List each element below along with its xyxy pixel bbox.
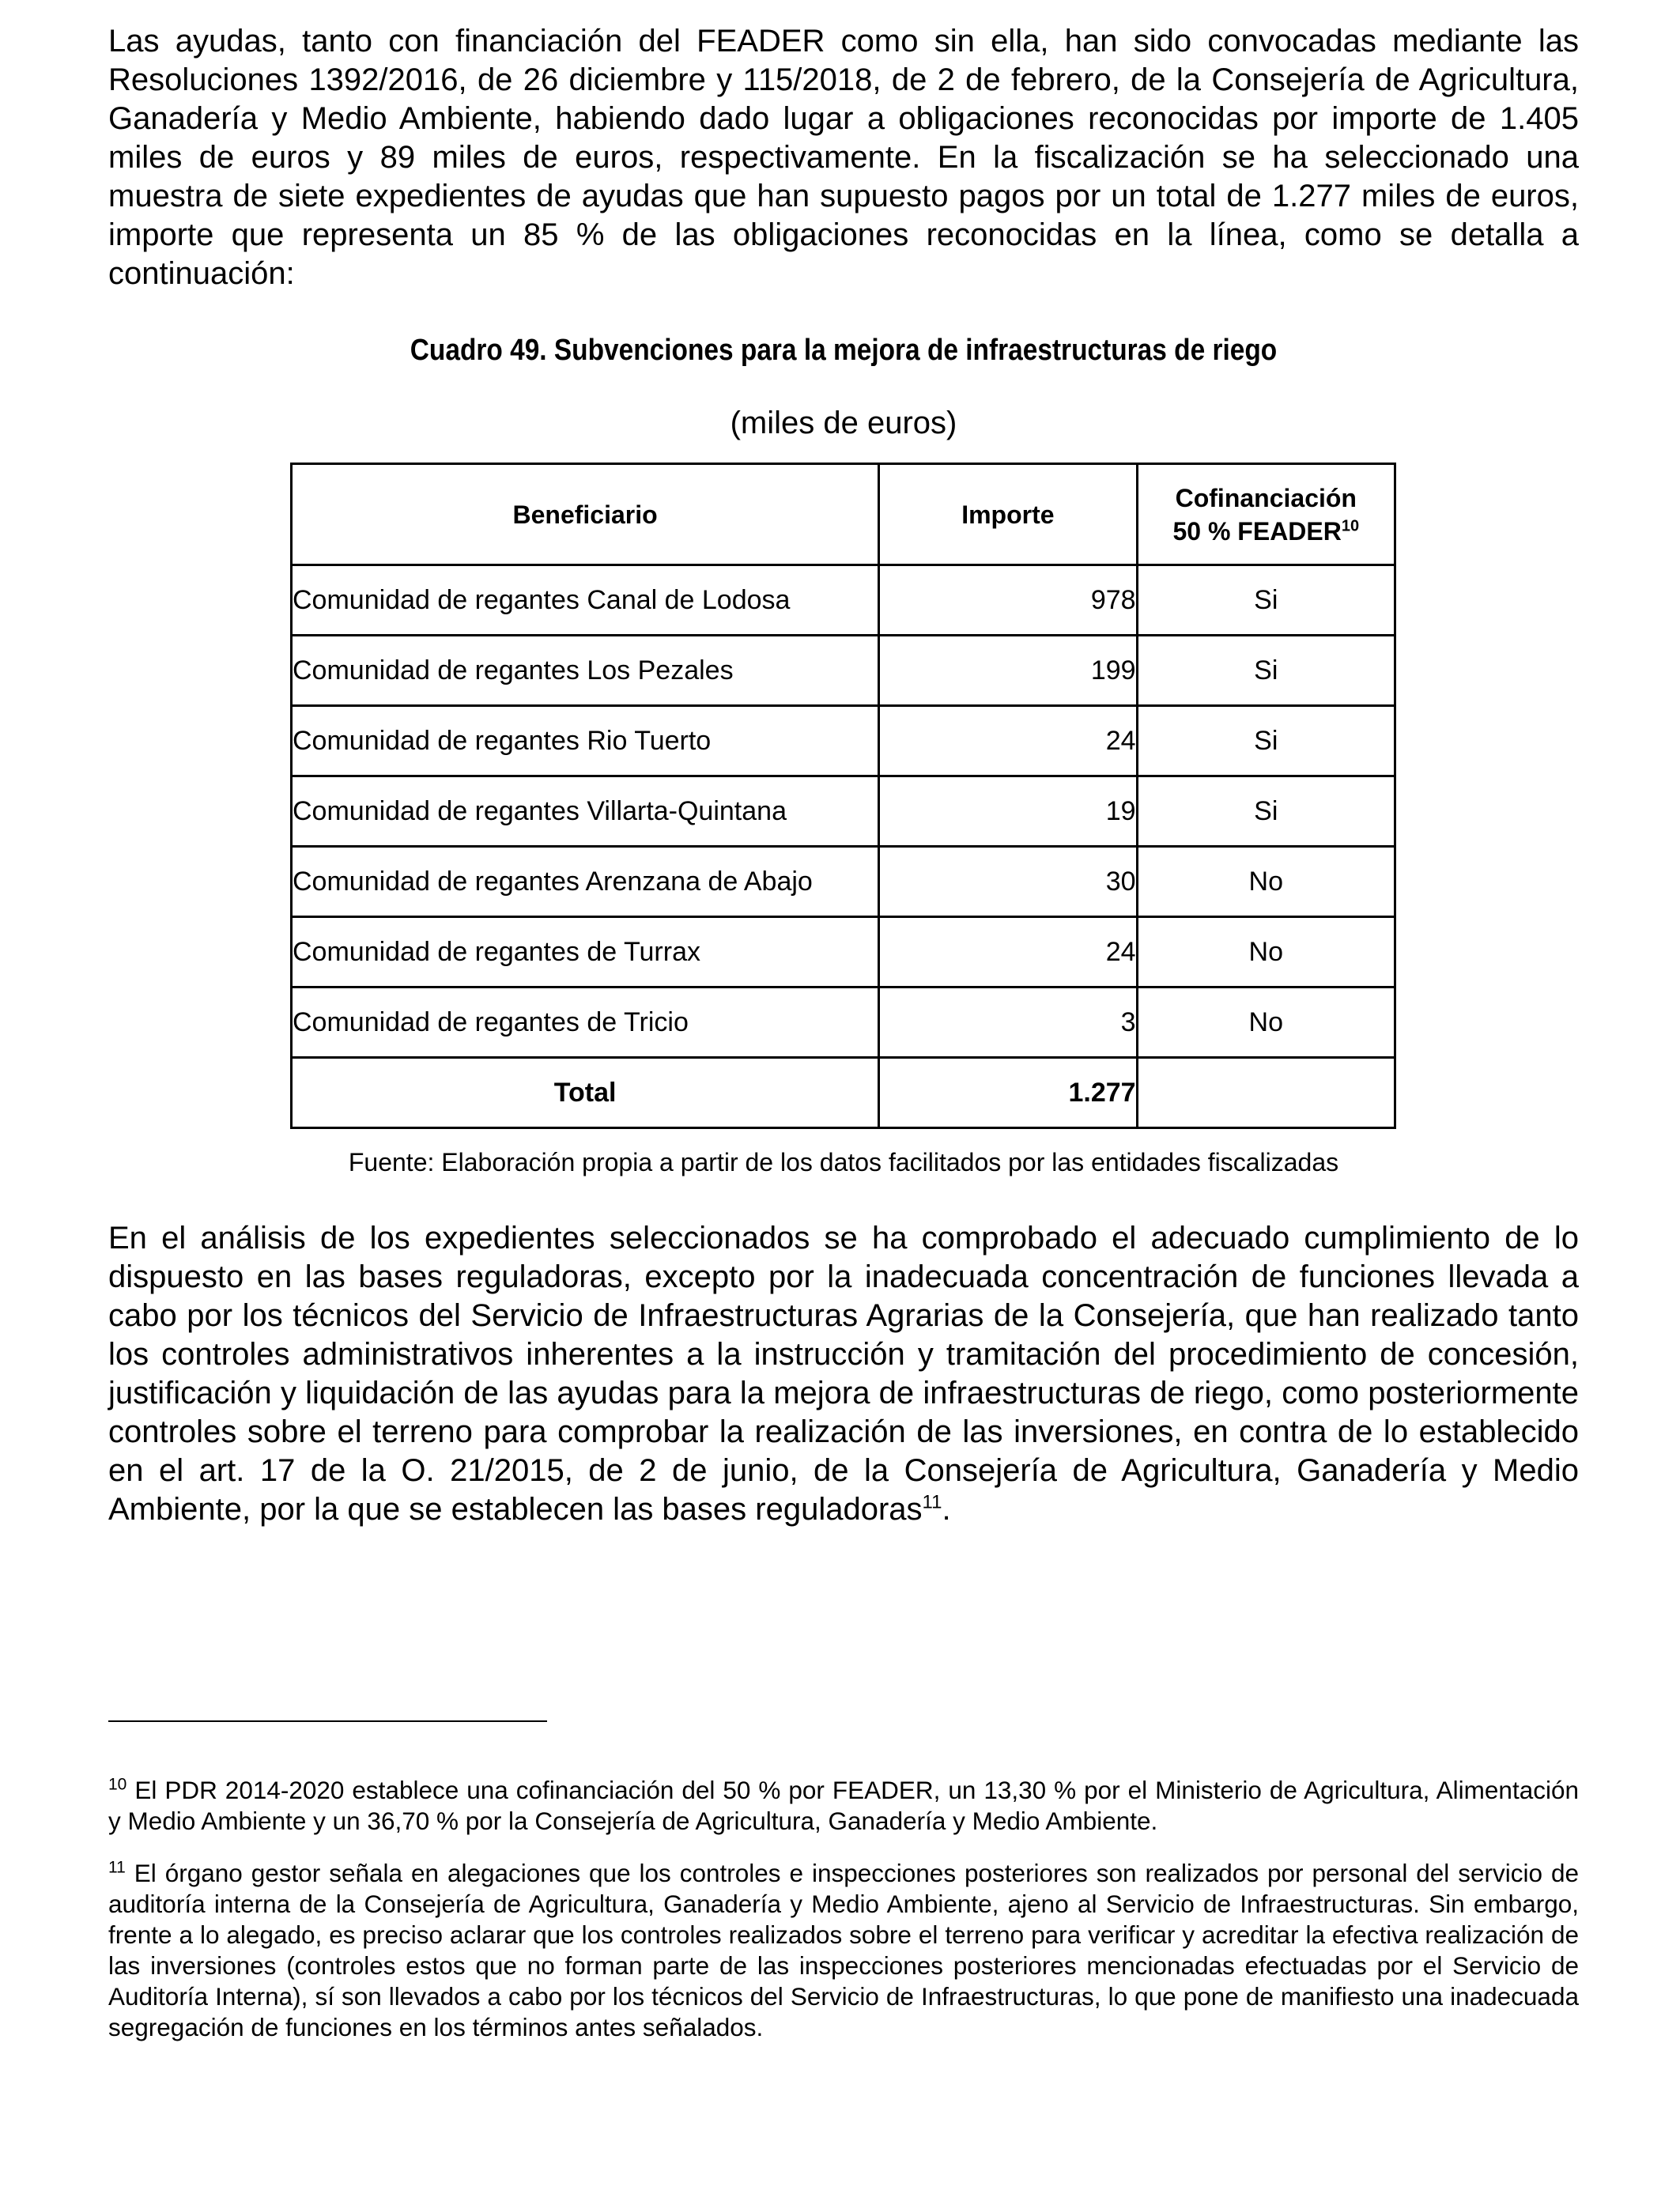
footnote-number: 10 <box>108 1775 127 1794</box>
cell-cofinanciacion: No <box>1137 847 1395 917</box>
footnote-separator <box>108 1720 547 1722</box>
table-row <box>292 565 1395 636</box>
cell-importe: 30 <box>879 847 1137 917</box>
cell-beneficiario: Comunidad de regantes Villarta-Quintana <box>292 776 879 847</box>
table-unit: (miles de euros) <box>730 406 957 440</box>
cell-cofinanciacion: Si <box>1137 706 1395 776</box>
table-row <box>292 987 1395 1058</box>
cell-importe: 978 <box>879 565 1137 636</box>
intro-paragraph: Las ayudas, tanto con financiación del FEADER como sin ella, han sido convocadas mediante las Resoluciones 1392/2016, de 26 diciembre y 115/2018, de 2 de febrero, de la Consejería de Agricultura, Ganadería y Medio Ambiente, habiendo dado lugar a obligaciones reconocidas por importe de 1.405 miles de euros y 89 miles de euros, respectivamente. En la fiscalización se ha seleccionado una muestra de siete expedientes de ayudas que han supuesto pagos por un total de 1.277 miles de euros, importe que representa un 85 % de las obligaciones reconocidas en la línea, como se detalla a continuación: <box>108 24 1579 291</box>
cell-beneficiario: Comunidad de regantes de Tricio <box>292 987 879 1058</box>
cell-cofinanciacion: Si <box>1137 636 1395 706</box>
analysis-end: . <box>942 1492 951 1527</box>
table-row <box>292 636 1395 706</box>
cell-cofinanciacion: No <box>1137 987 1395 1058</box>
table-total-row <box>292 1058 1395 1128</box>
footnote-number: 11 <box>108 1858 126 1877</box>
cell-importe: 199 <box>879 636 1137 706</box>
total-importe: 1.277 <box>879 1058 1137 1128</box>
header-cofinanciacion <box>1137 464 1395 565</box>
cell-cofinanciacion: No <box>1137 917 1395 987</box>
header-cofin-line1: Cofinanciación <box>1175 483 1357 512</box>
table-row <box>292 847 1395 917</box>
cell-beneficiario: Comunidad de regantes de Turrax <box>292 917 879 987</box>
table-source-note: Fuente: Elaboración propia a partir de los datos facilitados por las entidades fiscalizadas <box>348 1148 1339 1176</box>
footnote-11 <box>108 1858 1579 2043</box>
table-row <box>292 917 1395 987</box>
cell-importe: 24 <box>879 706 1137 776</box>
cell-beneficiario: Comunidad de regantes Los Pezales <box>292 636 879 706</box>
header-cofin-line2: 50 % FEADER <box>1172 516 1342 546</box>
cell-beneficiario: Comunidad de regantes Rio Tuerto <box>292 706 879 776</box>
cell-beneficiario: Comunidad de regantes Arenzana de Abajo <box>292 847 879 917</box>
table-row <box>292 706 1395 776</box>
subsidies-table <box>290 463 1396 1129</box>
cell-cofinanciacion: Si <box>1137 776 1395 847</box>
footnote-text: El PDR 2014-2020 establece una cofinanciación del 50 % por FEADER, un 13,30 % por el Ministerio de Agricultura, Alimentación y Medio Ambiente y un 36,70 % por la Consejería de Agricultura, Ganadería y Medio Ambiente. <box>108 1776 1579 1835</box>
cell-beneficiario: Comunidad de regantes Canal de Lodosa <box>292 565 879 636</box>
header-beneficiario: Beneficiario <box>292 464 879 565</box>
footnote-ref-11: 11 <box>922 1491 942 1513</box>
cell-importe: 19 <box>879 776 1137 847</box>
table-header-row <box>292 464 1395 565</box>
footnote-text: El órgano gestor señala en alegaciones que los controles e inspecciones posteriores son realizados por personal del servicio de auditoría interna de la Consejería de Agricultura, Ganadería y Medio Ambiente, ajeno al Servicio de Infraestructuras. Sin embargo, frente a lo alegado, es preciso aclarar que los controles realizados sobre el terreno para verificar y acreditar la efectiva realización de las inversiones (controles estos que no forman parte de las inspecciones posteriores mencionadas efectuadas por el Servicio de Auditoría Interna), sí son llevados a cabo por los técnicos del Servicio de Infraestructuras, lo que pone de manifiesto una inadecuada segregación de funciones en los términos antes señalados. <box>108 1859 1579 2041</box>
footnote-10 <box>108 1775 1579 1837</box>
cell-cofinanciacion: Si <box>1137 565 1395 636</box>
analysis-paragraph <box>108 1219 1579 1529</box>
analysis-text: En el análisis de los expedientes seleccionados se ha comprobado el adecuado cumplimiento de lo dispuesto en las bases reguladoras, excepto por la inadecuada concentración de funciones llevada a cabo por los técnicos del Servicio de Infraestructuras Agrarias de la Consejería, que han realizado tanto los controles administrativos inherentes a la instrucción y tramitación del procedimiento de concesión, justificación y liquidación de las ayudas para la mejora de infraestructuras de riego, como posteriormente controles sobre el terreno para comprobar la realización de las inversiones, en contra de lo establecido en el art. 17 de la O. 21/2015, de 2 de junio, de la Consejería de Agricultura, Ganadería y Medio Ambiente, por la que se establecen las bases reguladoras <box>108 1221 1579 1527</box>
footnote-ref-10: 10 <box>1341 516 1360 534</box>
header-importe: Importe <box>879 464 1137 565</box>
table-title: Cuadro 49. Subvenciones para la mejora de infraestructuras de riego <box>410 334 1278 367</box>
total-cofinanciacion <box>1137 1058 1395 1128</box>
cell-importe: 24 <box>879 917 1137 987</box>
table-row <box>292 776 1395 847</box>
total-label: Total <box>292 1058 879 1128</box>
cell-importe: 3 <box>879 987 1137 1058</box>
